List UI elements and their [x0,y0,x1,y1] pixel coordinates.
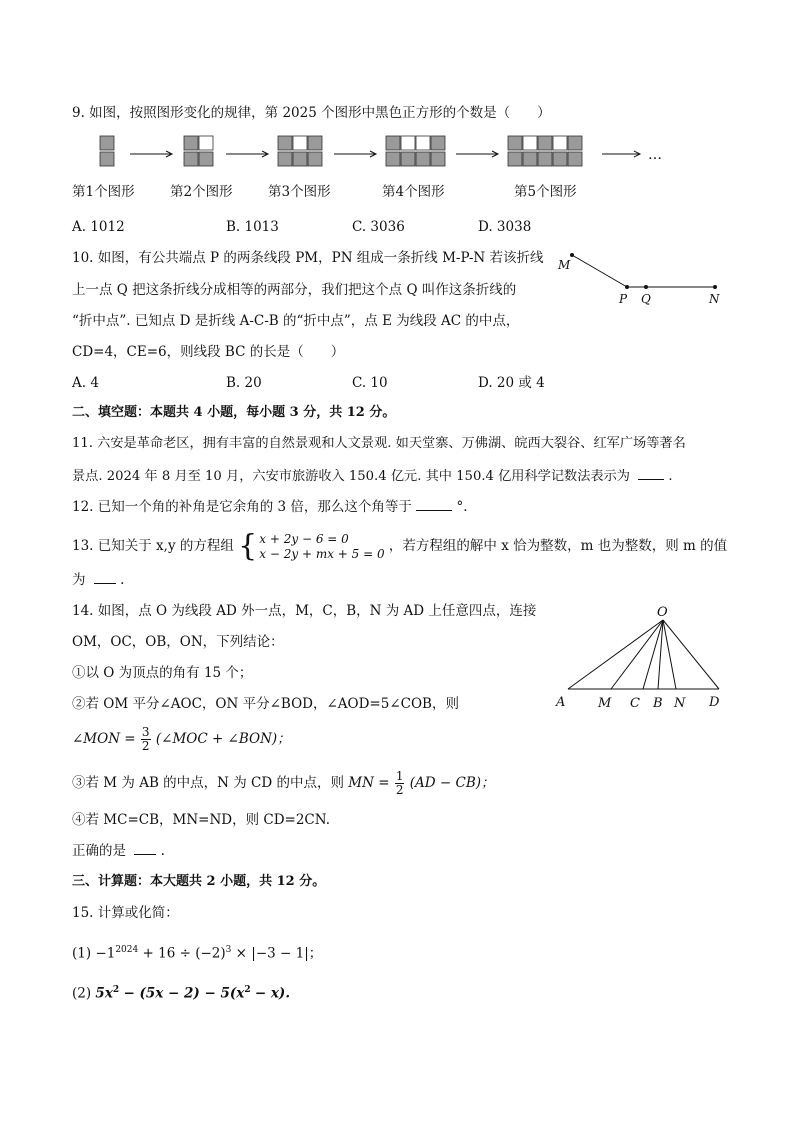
q14-c3-fraction [395,770,405,797]
q14-label-o: O [657,605,668,620]
q9-figure [60,130,680,205]
q15-stem: 15. 计算或化简： [72,905,179,921]
q9-square [386,152,400,166]
q9-square [508,136,522,150]
q14-c3-frac-num: 1 [395,769,404,783]
section-2-heading: 二、填空题：本题共 4 小题，每小题 3 分，共 12 分。 [72,405,396,420]
q14-label-n: N [674,696,686,711]
q10-label-n: N [709,292,720,306]
q9-label-4: 第4个图形 [382,184,445,200]
q15-p2-exp-2: 2 [244,985,251,995]
q9-square [278,152,292,166]
q9-option-c: C. 3036 [352,219,405,235]
q9-square [568,152,582,166]
q14-label-c: C [630,696,640,711]
q15-part-1 [72,938,322,966]
q10-label-p: P [619,292,628,306]
q10-label-m: M [558,258,571,272]
q13-end: . [120,572,125,588]
q10-figure [550,245,730,310]
q13-text-1: 13. 已知关于 x,y 的方程组 [72,538,234,554]
q9-square [293,136,307,150]
q9-label-3: 第3个图形 [268,184,331,200]
q9-option-b: B. 1013 [226,219,279,235]
q14-c3-formula-left: MN = [348,775,390,791]
q14-c2-frac-num: 3 [141,725,150,739]
q14-answer-blank[interactable] [134,841,156,855]
q10-option-d: D. 20 或 4 [478,375,545,391]
q13-eq-2: x − 2y + mx + 5 = 0 [259,546,385,561]
q10-option-b: B. 20 [226,375,262,391]
q13-eq-1: x + 2y − 6 = 0 [259,531,349,546]
q9-square [523,152,537,166]
q9-square [386,136,400,150]
q9-square [431,136,445,150]
q10-line-1: 10. 如图，有公共端点 P 的两条线段 PM，PN 组成一条折线 M-P-N 若该折线 [72,250,544,266]
q14-conclusion-2-formula [72,722,291,756]
q15-p1-exp-2: 3 [225,945,232,955]
q14-conclusion-1: ①以 O 为顶点的角有 15 个； [72,665,253,681]
q15-p1-c: × |−3 − 1|； [235,945,323,962]
q15-p2-b: − (5x − 2) − 5(x [123,985,245,1002]
q12-answer-blank[interactable] [416,497,452,511]
q14-label-d: D [709,695,720,710]
q9-square [278,136,292,150]
q13-answer-blank[interactable] [94,570,116,584]
q9-label-5: 第5个图形 [514,184,577,200]
q14-c3-text: ③若 M 为 AB 的中点，N 为 CD 的中点，则 [72,775,344,791]
q11-line-1: 11. 六安是革命老区，拥有丰富的自然景观和人文景观. 如天堂寨、万佛湖、皖西大裂谷、红军广场等著名 [72,436,686,451]
q9-ellipsis: … [648,147,662,163]
q9-square [401,136,415,150]
q9-square [431,152,445,166]
q10-line-3: “折中点”. 已知点 D 是折线 A-C-B 的“折中点”，点 E 为线段 AC 的中点， [72,313,520,329]
q14-conclusion-4: ④若 MC=CB，MN=ND，则 CD=2CN. [72,812,331,828]
q9-square [100,152,114,166]
q14-answer-text: 正确的是 [72,843,126,859]
q10-line-2: 上一点 Q 把这条折线分成相等的两部分，我们把这个点 Q 叫作这条折线的 [72,282,517,298]
q9-square [199,136,213,150]
q9-label-1: 第1个图形 [72,184,135,200]
q10-option-a: A. 4 [72,375,99,391]
q14-c2-formula-right: (∠MOC + ∠BON)； [155,731,291,747]
q14-label-a: A [556,695,566,710]
q9-square [568,136,582,150]
q15-p2-a: 5x [95,985,113,1002]
q9-square [416,152,430,166]
q12-text: 12. 已知一个角的补角是它余角的 3 倍，那么这个角等于 [72,499,412,515]
q13-line-1 [72,528,727,564]
q12-end: °. [456,499,468,515]
q15-p2-prefix: (2) [72,985,92,1002]
q14-c3-frac-den: 2 [395,783,404,797]
q14-c2-fraction [141,726,151,753]
q9-square [553,136,567,150]
q9-option-a: A. 1012 [72,219,125,235]
q9-square [293,152,307,166]
q14-end: . [160,843,165,859]
q13-text-2: ，若方程组的解中 x 恰为整数，m 也为整数，则 m 的值 [388,538,728,554]
q9-square [184,152,198,166]
q11-answer-blank[interactable] [638,466,664,480]
q11-line-2-end: . [668,469,673,484]
q13-line-2 [72,570,124,590]
q15-part-2 [72,978,290,1006]
q14-line-1: 14. 如图，点 O 为线段 AD 外一点，M，C，B，N 为 AD 上任意四点，连接 [72,603,537,619]
q14-figure [548,600,738,715]
q9-square [308,152,322,166]
q11-line-2 [72,466,673,487]
q14-label-b: B [653,696,663,711]
q9-option-d: D. 3038 [478,219,532,235]
q15-p1-b: + 16 ÷ (−2) [142,945,226,962]
section-3-heading: 三、计算题：本大题共 2 小题，共 12 分。 [72,874,326,889]
q9-square [538,136,552,150]
q9-square [523,136,537,150]
q9-square [199,152,213,166]
q13-system [259,532,384,562]
q9-label-2: 第2个图形 [170,184,233,200]
q9-stem: 9. 如图，按照图形变化的规律，第 2025 个图形中黑色正方形的个数是（ ） [72,105,551,121]
q9-square [184,136,198,150]
q9-square [538,152,552,166]
q13-text-3: 为 [72,572,86,588]
q14-c2-formula-left: ∠MON = [72,731,136,747]
q14-line-2: OM，OC，OB，ON，下列结论： [72,634,284,650]
q13-brace: { [238,528,258,564]
q10-label-q: Q [641,292,651,306]
q14-conclusion-3 [72,766,495,800]
q12-line [72,497,468,517]
q14-answer-line [72,841,165,861]
q9-square [553,152,567,166]
q10-line-4: CD=4，CE=6，则线段 BC 的长是（ ） [72,344,345,360]
q9-square [508,152,522,166]
q15-p2-c: − x). [254,985,291,1002]
q15-p2-exp-1: 2 [112,985,120,995]
q11-line-2-text: 景点. 2024 年 8 月至 10 月，六安市旅游收入 150.4 亿元. 其中 150.4 亿用科学记数法表示为 [72,469,630,484]
q15-p1-a: −1 [95,945,116,962]
q15-p1-exp-1: 2024 [115,945,139,955]
q10-option-c: C. 10 [352,375,388,391]
q15-p1-prefix: (1) [72,945,92,962]
q9-square [100,136,114,150]
q14-label-m: M [598,696,612,711]
q9-square [308,136,322,150]
q14-c2-frac-den: 2 [141,739,150,753]
q9-square [416,136,430,150]
q14-c3-formula-right: (AD − CB)； [409,775,495,791]
q14-conclusion-2: ②若 OM 平分∠AOC，ON 平分∠BOD，∠AOD=5∠COB，则 [72,696,459,712]
q9-square [401,152,415,166]
